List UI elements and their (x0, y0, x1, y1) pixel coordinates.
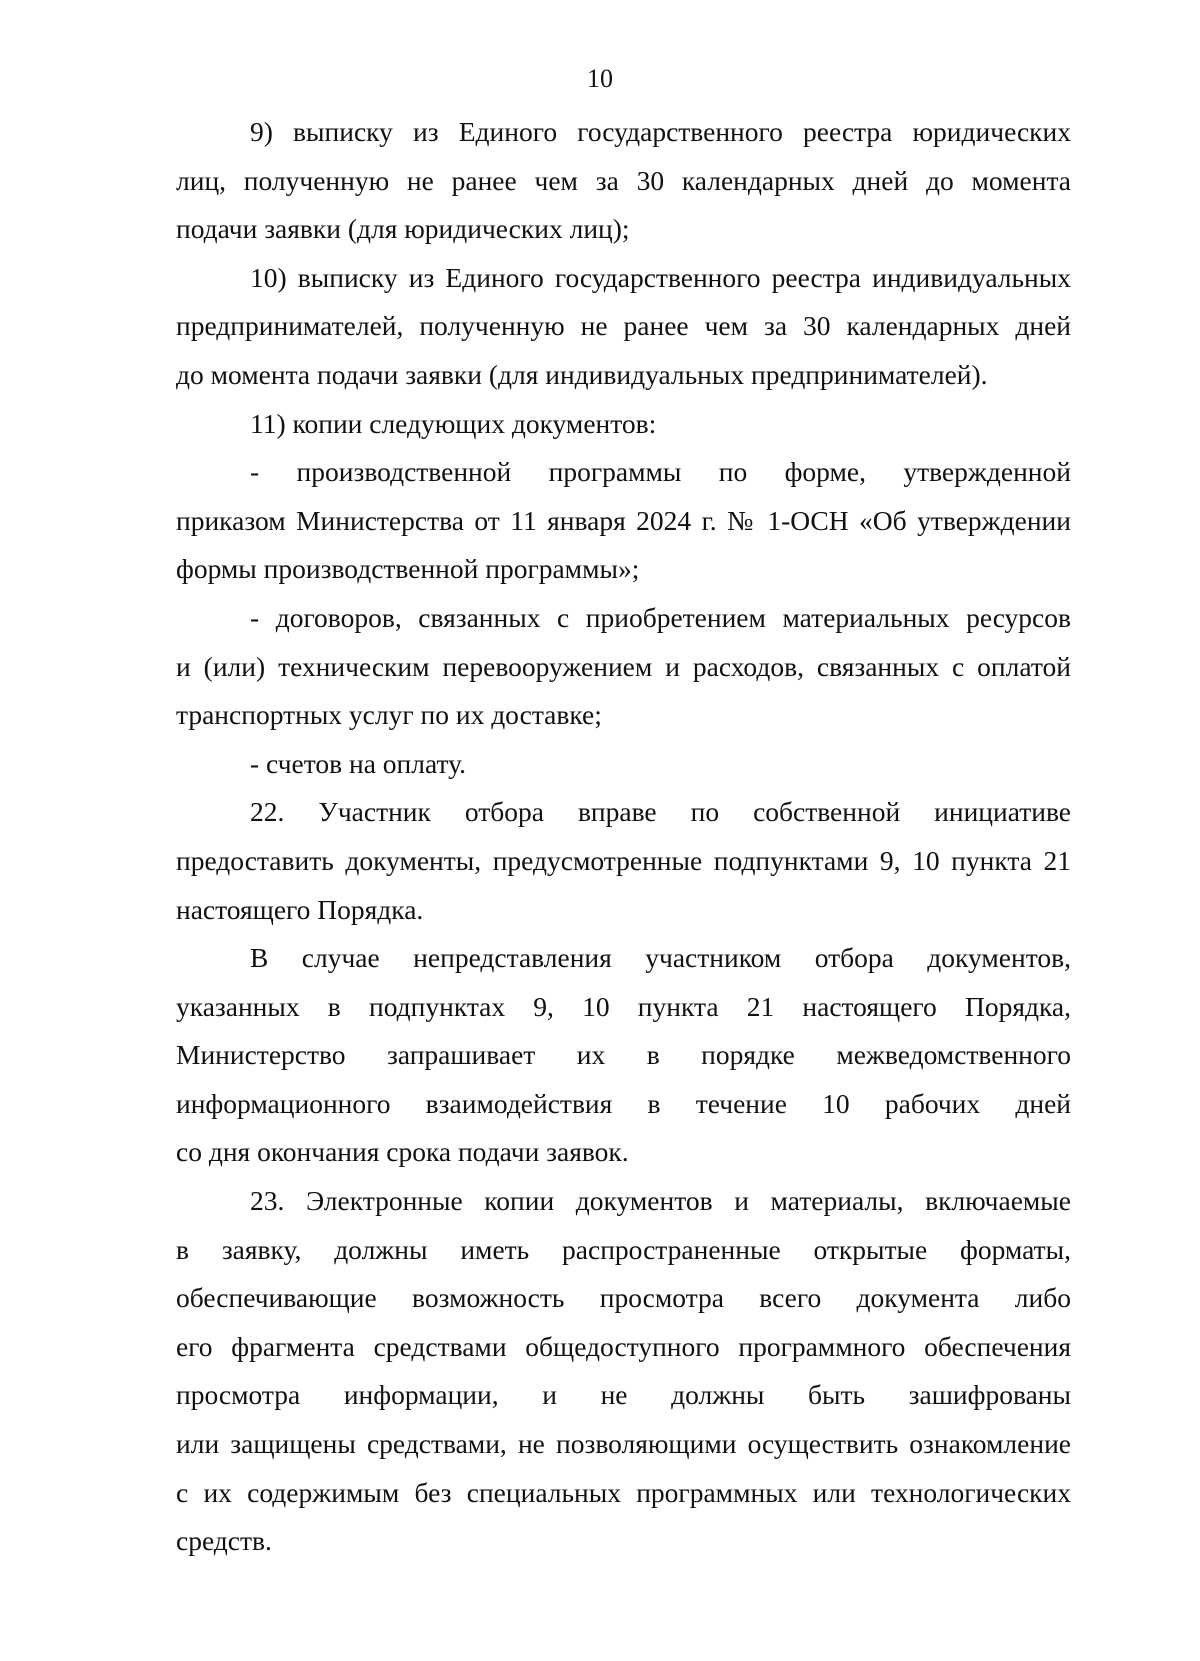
page-number: 10 (587, 64, 613, 93)
text-line: и (или) техническим перевооружением и расходов, связанных с оплатой (176, 650, 1071, 682)
paragraph-clause-22 (176, 788, 1071, 934)
text-line: 9) выписку из Единого государственного реестра юридических (250, 116, 1071, 147)
text-line: настоящего Порядка. (176, 893, 424, 925)
text-line: в заявку, должны иметь распространенные открытые форматы, (176, 1233, 1071, 1265)
text-line: указанных в подпунктах 9, 10 пункта 21 настоящего Порядка, (176, 990, 1071, 1022)
paragraph-item-11-invoices (176, 740, 1071, 789)
text-line: с их содержимым без специальных программных или технологических (176, 1476, 1071, 1508)
text-line: - договоров, связанных с приобретением материальных ресурсов (250, 601, 1071, 633)
text-line: подачи заявки (для юридических лиц); (176, 213, 630, 245)
paragraph-item-9 (176, 108, 1071, 254)
text-line: транспортных услуг по их доставке; (176, 699, 602, 731)
paragraph-item-11 (176, 400, 1071, 449)
text-line: просмотра информации, и не должны быть зашифрованы (176, 1379, 1071, 1411)
paragraph-item-11-production-program (176, 448, 1071, 594)
paragraph-item-10 (176, 254, 1071, 400)
text-line: 11) копии следующих документов: (250, 407, 657, 439)
text-line: формы производственной программы»; (176, 553, 640, 585)
text-line: 23. Электронные копии документов и материалы, включаемые (250, 1185, 1071, 1217)
text-line: Министерство запрашивает их в порядке межведомственного (176, 1039, 1071, 1071)
paragraph-item-11-contracts (176, 594, 1071, 740)
text-line: приказом Министерства от 11 января 2024 г. № 1-ОСН «Об утверждении (176, 504, 1071, 536)
text-line: до момента подачи заявки (для индивидуальных предпринимателей). (176, 358, 988, 390)
text-line: предпринимателей, полученную не ранее чем за 30 календарных дней (176, 310, 1071, 342)
text-line: 10) выписку из Единого государственного реестра индивидуальных (250, 261, 1071, 293)
text-line: обеспечивающие возможность просмотра всего документа либо (176, 1282, 1071, 1314)
text-line: его фрагмента средствами общедоступного программного обеспечения (176, 1330, 1071, 1362)
text-line: или защищены средствами, не позволяющими осуществить ознакомление (176, 1428, 1071, 1460)
text-line: 22. Участник отбора вправе по собственной инициативе (250, 796, 1071, 828)
text-line: В случае непредставления участником отбора документов, (250, 942, 1071, 974)
text-line: - производственной программы по форме, утвержденной (250, 456, 1071, 488)
text-line: средств. (176, 1525, 272, 1557)
text-line: со дня окончания срока подачи заявок. (176, 1136, 629, 1168)
text-line: - счетов на оплату. (250, 747, 466, 779)
text-line: лиц, полученную не ранее чем за 30 календарных дней до момента (176, 164, 1071, 196)
text-line: информационного взаимодействия в течение 10 рабочих дней (176, 1087, 1071, 1119)
paragraph-clause-23 (176, 1177, 1071, 1566)
text-line: предоставить документы, предусмотренные подпунктами 9, 10 пункта 21 (176, 844, 1071, 876)
paragraph-clause-22-nonsubmission (176, 934, 1071, 1177)
document-body (176, 108, 1071, 1566)
